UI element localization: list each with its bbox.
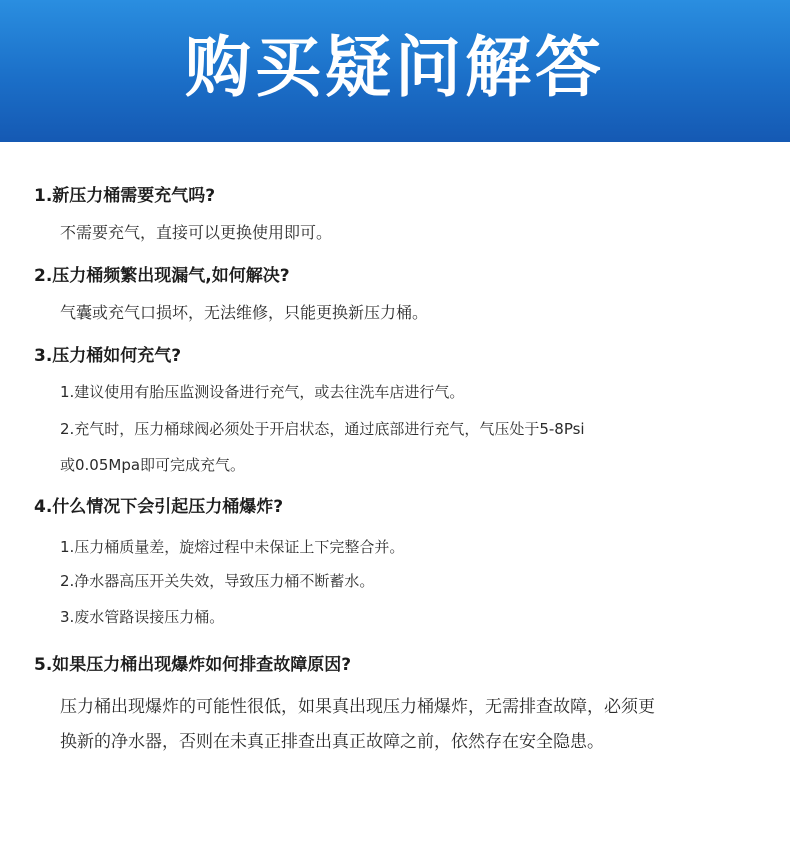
faq-answer-3-item-1: 1.建议使用有胎压监测设备进行充气，或去往洗车店进行气。 xyxy=(60,383,465,401)
faq-question-4: 4.什么情况下会引起压力桶爆炸? xyxy=(34,497,284,517)
faq-answer-3-item-2: 2.充气时，压力桶球阀必须处于开启状态，通过底部进行充气，气压处于5-8Psi xyxy=(60,420,585,438)
faq-answer-4-item-2: 2.净水器高压开关失效，导致压力桶不断蓄水。 xyxy=(60,572,375,590)
faq-answer-4-item-3: 3.废水管路误接压力桶。 xyxy=(60,608,225,626)
faq-answer-5-line-1: 压力桶出现爆炸的可能性很低，如果真出现压力桶爆炸，无需排查故障，必须更 xyxy=(60,697,655,717)
page-title: 购买疑问解答 xyxy=(185,29,605,106)
faq-answer-4-item-1: 1.压力桶质量差，旋熔过程中未保证上下完整合并。 xyxy=(60,538,405,556)
faq-answer-2: 气囊或充气口损坏，无法维修，只能更换新压力桶。 xyxy=(60,303,429,322)
faq-answer-1: 不需要充气，直接可以更换使用即可。 xyxy=(60,223,333,242)
faq-answer-3-item-2-cont: 或0.05Mpa即可完成充气。 xyxy=(60,456,246,474)
faq-answer-5-line-2: 换新的净水器，否则在未真正排查出真正故障之前，依然存在安全隐患。 xyxy=(60,732,604,752)
faq-question-2: 2.压力桶频繁出现漏气,如何解决? xyxy=(34,266,290,286)
header-banner xyxy=(0,0,790,142)
faq-question-3: 3.压力桶如何充气? xyxy=(34,346,182,366)
faq-question-1: 1.新压力桶需要充气吗? xyxy=(34,186,216,206)
faq-question-5: 5.如果压力桶出现爆炸如何排查故障原因? xyxy=(34,655,352,675)
